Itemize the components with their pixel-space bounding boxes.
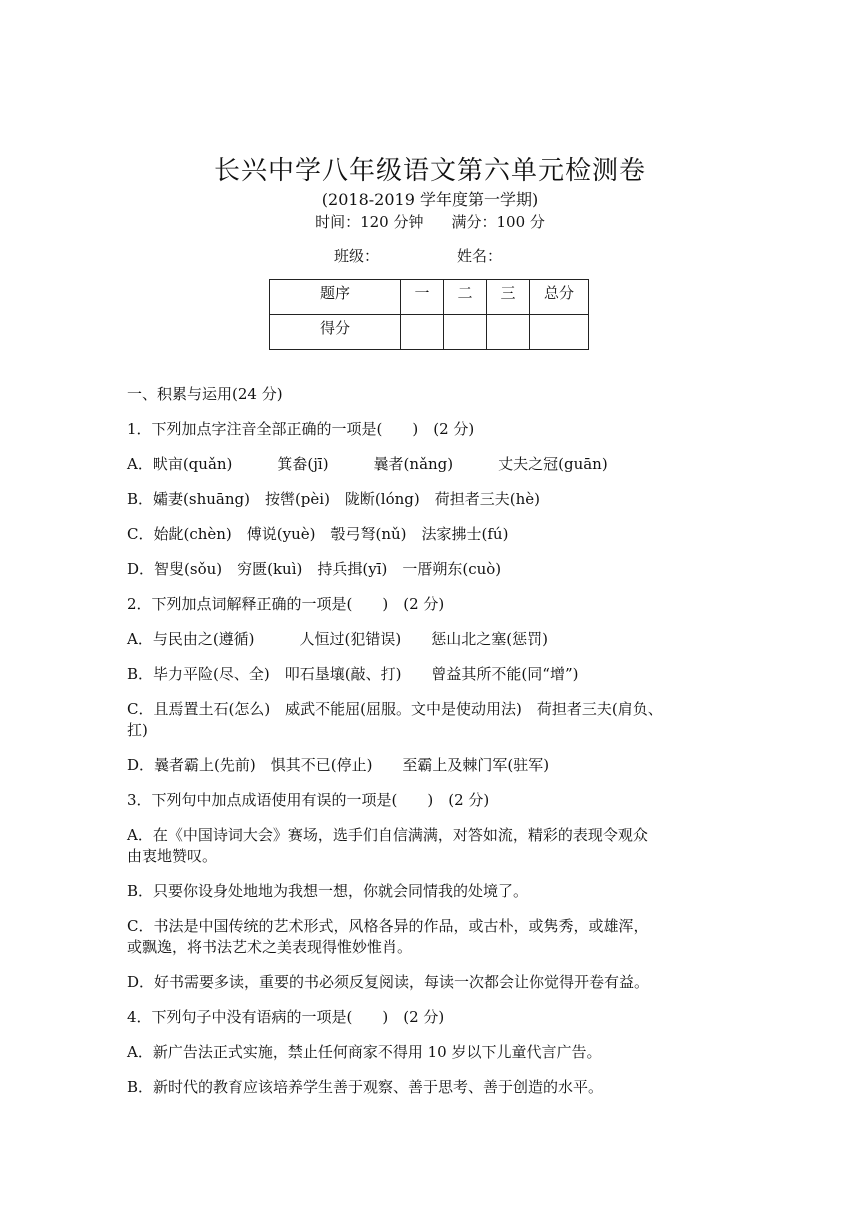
score-table-score-row xyxy=(270,315,589,350)
class-label: 班级： xyxy=(334,247,380,265)
q2-option-c-line2: 扛) xyxy=(127,721,148,739)
exam-body xyxy=(127,384,742,1098)
q4-option-b: B．新时代的教育应该培养学生善于观察、善于思考、善于创造的水平。 xyxy=(127,1078,604,1096)
q2-option-d: D．曩者霸上(先前) 惧其不已(停止) 至霸上及棘门军(驻军) xyxy=(127,756,550,774)
q1-option-c: C．始龀(chèn) 傅说(yuè) 彀弓弩(nǔ) 法家拂士(fú) xyxy=(127,525,509,543)
score-table-header-row xyxy=(270,280,589,315)
section-heading: 一、积累与运用(24 分) xyxy=(127,385,283,403)
time-limit: 时间：120 分钟 xyxy=(315,213,424,231)
exam-info xyxy=(0,211,860,232)
q1-option-b: B．孀妻(shuāng) 按辔(pèi) 陇断(lóng) 荷担者三夫(hè) xyxy=(127,490,540,508)
q2-option-c-line1: C．且焉置土石(怎么) 威武不能屈(屈服。文中是使动用法) 荷担者三夫(肩负、 xyxy=(127,700,663,718)
question-4: 4．下列句子中没有语病的一项是( ) (2 分) xyxy=(127,1008,445,1026)
q3-option-b: B．只要你设身处地地为我想一想，你就会同情我的处境了。 xyxy=(127,882,529,900)
full-score: 满分：100 分 xyxy=(451,213,545,231)
header-cell-part1: 一 xyxy=(401,280,444,315)
score-cell-part2[interactable] xyxy=(444,315,487,350)
q3-option-a-line2: 由衷地赞叹。 xyxy=(127,847,218,865)
header-cell-total: 总分 xyxy=(530,280,589,315)
q3-option-c-line1: C．书法是中国传统的艺术形式，风格各异的作品，或古朴，或隽秀，或雄浑， xyxy=(127,917,649,935)
q2-option-a: A．与民由之(遵循) 人恒过(犯错误) 惩山北之塞(惩罚) xyxy=(127,630,548,648)
q2-option-b: B．毕力平险(尽、全) 叩石垦壤(敲、打) 曾益其所不能(同“增”) xyxy=(127,665,579,683)
question-3: 3．下列句中加点成语使用有误的一项是( ) (2 分) xyxy=(127,791,490,809)
header-cell-order: 题序 xyxy=(270,280,401,315)
score-cell-part1[interactable] xyxy=(401,315,444,350)
q4-option-a: A．新广告法正式实施，禁止任何商家不得用 10 岁以下儿童代言广告。 xyxy=(127,1043,602,1061)
q3-option-a-line1: A．在《中国诗词大会》赛场，选手们自信满满，对答如流，精彩的表现令观众 xyxy=(127,826,648,844)
name-label: 姓名： xyxy=(457,247,503,265)
q3-option-d: D．好书需要多读，重要的书必须反复阅读，每读一次都会让你觉得开卷有益。 xyxy=(127,973,650,991)
q1-option-d: D．智叟(sǒu) 穷匮(kuì) 持兵揖(yī) 一厝朔东(cuò) xyxy=(127,560,502,578)
question-2: 2．下列加点词解释正确的一项是( ) (2 分) xyxy=(127,595,445,613)
score-cell-total[interactable] xyxy=(530,315,589,350)
exam-title: 长兴中学八年级语文第六单元检测卷 xyxy=(213,156,646,186)
header-cell-part2: 二 xyxy=(444,280,487,315)
school-year: (2018-2019 学年度第一学期) xyxy=(321,190,539,209)
header-cell-part3: 三 xyxy=(487,280,530,315)
student-info xyxy=(334,245,502,266)
question-1: 1．下列加点字注音全部正确的一项是( ) (2 分) xyxy=(127,420,475,438)
q1-option-a: A．畎亩(quǎn) 箕畚(jī) 曩者(nǎng) 丈夫之冠(guān) xyxy=(127,455,608,473)
row-label-score: 得分 xyxy=(270,315,401,350)
score-cell-part3[interactable] xyxy=(487,315,530,350)
score-table xyxy=(269,279,589,350)
q3-option-c-line2: 或飘逸，将书法艺术之美表现得惟妙惟肖。 xyxy=(127,938,413,956)
